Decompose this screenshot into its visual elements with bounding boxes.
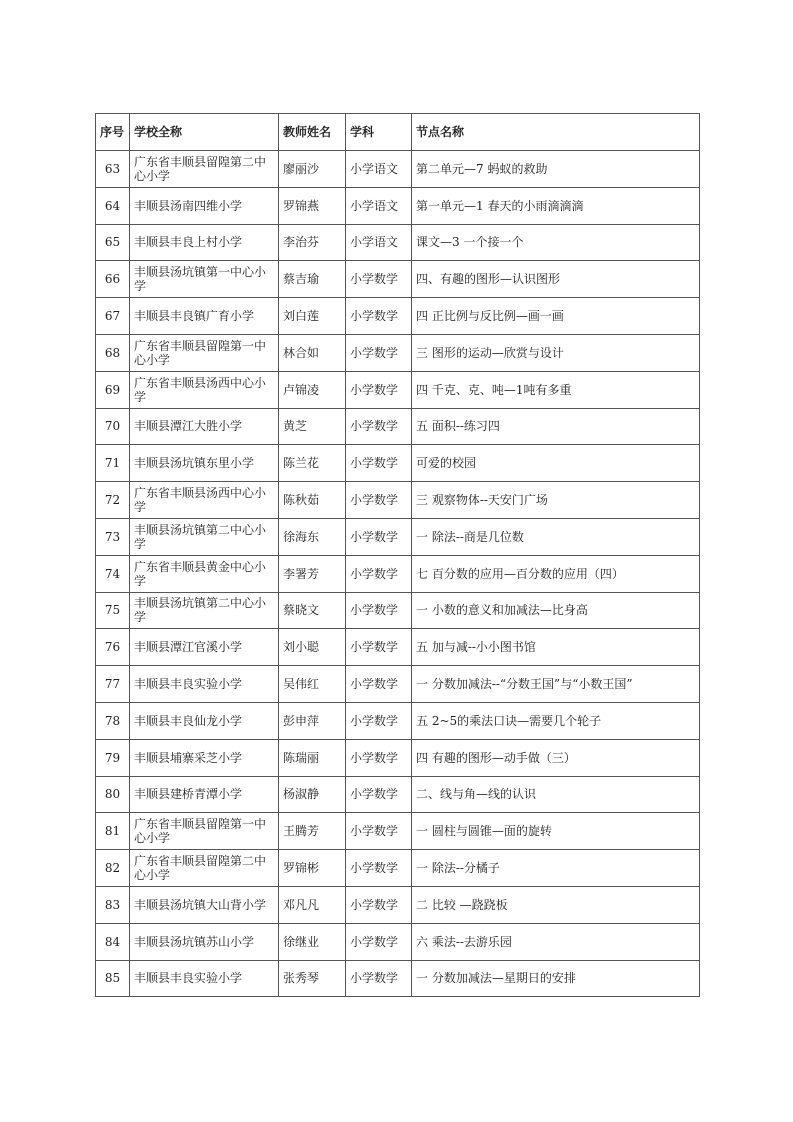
cell-teacher: 林合如 xyxy=(279,334,346,371)
cell-school: 丰顺县汤坑镇第二中心小学 xyxy=(130,518,279,555)
cell-teacher: 黄芝 xyxy=(279,408,346,445)
table-row xyxy=(96,482,700,519)
table-row xyxy=(96,298,700,335)
cell-teacher: 刘小聪 xyxy=(279,629,346,666)
table-row xyxy=(96,445,700,482)
cell-teacher: 廖丽沙 xyxy=(279,151,346,188)
cell-subject: 小学数学 xyxy=(346,923,412,960)
cell-index: 78 xyxy=(96,702,130,739)
cell-index: 76 xyxy=(96,629,130,666)
cell-subject: 小学数学 xyxy=(346,518,412,555)
cell-index: 63 xyxy=(96,151,130,188)
cell-index: 64 xyxy=(96,187,130,224)
cell-subject: 小学数学 xyxy=(346,702,412,739)
cell-subject: 小学数学 xyxy=(346,739,412,776)
cell-teacher: 罗锦燕 xyxy=(279,187,346,224)
cell-subject: 小学语文 xyxy=(346,187,412,224)
cell-school: 广东省丰顺县留隍第一中心小学 xyxy=(130,334,279,371)
cell-node: 六 乘法--去游乐园 xyxy=(412,923,700,960)
cell-node: 第二单元—7 蚂蚁的救助 xyxy=(412,151,700,188)
cell-school: 丰顺县汤坑镇东里小学 xyxy=(130,445,279,482)
cell-node: 四 千克、克、吨—1吨有多重 xyxy=(412,371,700,408)
cell-subject: 小学数学 xyxy=(346,334,412,371)
table-row xyxy=(96,886,700,923)
cell-index: 74 xyxy=(96,555,130,592)
table-row xyxy=(96,371,700,408)
cell-subject: 小学数学 xyxy=(346,482,412,519)
cell-index: 72 xyxy=(96,482,130,519)
cell-school: 广东省丰顺县留隍第二中心小学 xyxy=(130,850,279,887)
cell-teacher: 徐海东 xyxy=(279,518,346,555)
header-subject: 学科 xyxy=(346,114,412,151)
cell-node: 课文—3 一个接一个 xyxy=(412,224,700,261)
cell-subject: 小学语文 xyxy=(346,224,412,261)
cell-school: 丰顺县丰良上村小学 xyxy=(130,224,279,261)
cell-teacher: 彭申萍 xyxy=(279,702,346,739)
cell-teacher: 陈兰花 xyxy=(279,445,346,482)
cell-school: 丰顺县汤坑镇苏山小学 xyxy=(130,923,279,960)
table-row xyxy=(96,739,700,776)
cell-subject: 小学数学 xyxy=(346,445,412,482)
cell-school: 广东省丰顺县留隍第二中心小学 xyxy=(130,151,279,188)
cell-teacher: 杨淑静 xyxy=(279,776,346,813)
cell-teacher: 刘白莲 xyxy=(279,298,346,335)
cell-teacher: 陈秋茹 xyxy=(279,482,346,519)
header-index: 序号 xyxy=(96,114,130,151)
header-teacher: 教师姓名 xyxy=(279,114,346,151)
cell-index: 70 xyxy=(96,408,130,445)
table-row xyxy=(96,334,700,371)
cell-index: 85 xyxy=(96,960,130,997)
cell-index: 65 xyxy=(96,224,130,261)
cell-teacher: 徐继业 xyxy=(279,923,346,960)
cell-teacher: 张秀琴 xyxy=(279,960,346,997)
cell-index: 84 xyxy=(96,923,130,960)
cell-index: 83 xyxy=(96,886,130,923)
cell-subject: 小学数学 xyxy=(346,960,412,997)
cell-school: 丰顺县潭江官溪小学 xyxy=(130,629,279,666)
cell-teacher: 卢锦凌 xyxy=(279,371,346,408)
cell-teacher: 邓凡凡 xyxy=(279,886,346,923)
cell-school: 丰顺县丰良镇广育小学 xyxy=(130,298,279,335)
table-row xyxy=(96,592,700,629)
cell-school: 丰顺县埔寨采芝小学 xyxy=(130,739,279,776)
cell-teacher: 陈瑞丽 xyxy=(279,739,346,776)
cell-node: 一 除法--分橘子 xyxy=(412,850,700,887)
cell-subject: 小学数学 xyxy=(346,261,412,298)
cell-school: 广东省丰顺县汤西中心小学 xyxy=(130,371,279,408)
cell-node: 七 百分数的应用—百分数的应用（四） xyxy=(412,555,700,592)
cell-node: 四 正比例与反比例—画一画 xyxy=(412,298,700,335)
cell-school: 丰顺县汤坑镇第二中心小学 xyxy=(130,592,279,629)
cell-index: 69 xyxy=(96,371,130,408)
cell-index: 71 xyxy=(96,445,130,482)
cell-subject: 小学语文 xyxy=(346,151,412,188)
cell-teacher: 李署芳 xyxy=(279,555,346,592)
table-row xyxy=(96,261,700,298)
cell-node: 三 图形的运动—欣赏与设计 xyxy=(412,334,700,371)
cell-node: 五 面积--练习四 xyxy=(412,408,700,445)
cell-subject: 小学数学 xyxy=(346,371,412,408)
cell-teacher: 罗锦彬 xyxy=(279,850,346,887)
cell-index: 77 xyxy=(96,666,130,703)
table-row xyxy=(96,629,700,666)
cell-teacher: 吴伟红 xyxy=(279,666,346,703)
header-node: 节点名称 xyxy=(412,114,700,151)
cell-node: 可爱的校园 xyxy=(412,445,700,482)
table-row xyxy=(96,518,700,555)
cell-index: 67 xyxy=(96,298,130,335)
cell-subject: 小学数学 xyxy=(346,592,412,629)
teacher-table xyxy=(95,113,700,997)
cell-index: 68 xyxy=(96,334,130,371)
cell-index: 66 xyxy=(96,261,130,298)
table-row xyxy=(96,555,700,592)
cell-teacher: 蔡吉瑜 xyxy=(279,261,346,298)
cell-index: 79 xyxy=(96,739,130,776)
table-row xyxy=(96,923,700,960)
cell-node: 四 有趣的图形—动手做（三） xyxy=(412,739,700,776)
cell-school: 丰顺县丰良仙龙小学 xyxy=(130,702,279,739)
cell-index: 82 xyxy=(96,850,130,887)
cell-subject: 小学数学 xyxy=(346,813,412,850)
cell-node: 一 分数加减法--“分数王国”与“小数王国” xyxy=(412,666,700,703)
cell-node: 二、线与角—线的认识 xyxy=(412,776,700,813)
cell-school: 丰顺县丰良实验小学 xyxy=(130,960,279,997)
cell-index: 80 xyxy=(96,776,130,813)
cell-node: 三 观察物体--天安门广场 xyxy=(412,482,700,519)
table-body xyxy=(96,151,700,997)
cell-school: 丰顺县汤坑镇大山背小学 xyxy=(130,886,279,923)
table-row xyxy=(96,813,700,850)
table-row xyxy=(96,960,700,997)
cell-school: 广东省丰顺县黄金中心小学 xyxy=(130,555,279,592)
cell-school: 广东省丰顺县留隍第一中心小学 xyxy=(130,813,279,850)
table-row xyxy=(96,666,700,703)
cell-teacher: 蔡晓文 xyxy=(279,592,346,629)
cell-subject: 小学数学 xyxy=(346,298,412,335)
header-school: 学校全称 xyxy=(130,114,279,151)
table-row xyxy=(96,224,700,261)
cell-teacher: 王腾芳 xyxy=(279,813,346,850)
cell-node: 五 加与减--小小图书馆 xyxy=(412,629,700,666)
cell-school: 丰顺县潭江大胜小学 xyxy=(130,408,279,445)
cell-index: 81 xyxy=(96,813,130,850)
table-row xyxy=(96,408,700,445)
cell-teacher: 李治芬 xyxy=(279,224,346,261)
cell-subject: 小学数学 xyxy=(346,408,412,445)
cell-index: 73 xyxy=(96,518,130,555)
cell-subject: 小学数学 xyxy=(346,776,412,813)
cell-node: 四、有趣的图形—认识图形 xyxy=(412,261,700,298)
cell-subject: 小学数学 xyxy=(346,886,412,923)
cell-node: 一 分数加减法—星期日的安排 xyxy=(412,960,700,997)
table-row xyxy=(96,850,700,887)
table-row xyxy=(96,151,700,188)
cell-node: 一 小数的意义和加减法—比身高 xyxy=(412,592,700,629)
cell-node: 第一单元—1 春天的小雨滴滴滴 xyxy=(412,187,700,224)
cell-subject: 小学数学 xyxy=(346,629,412,666)
table-header-row xyxy=(96,114,700,151)
cell-node: 五 2~5的乘法口诀—需要几个轮子 xyxy=(412,702,700,739)
cell-node: 二 比较 —跷跷板 xyxy=(412,886,700,923)
cell-school: 丰顺县建桥青潭小学 xyxy=(130,776,279,813)
cell-school: 丰顺县丰良实验小学 xyxy=(130,666,279,703)
cell-index: 75 xyxy=(96,592,130,629)
cell-school: 广东省丰顺县汤西中心小学 xyxy=(130,482,279,519)
table-row xyxy=(96,776,700,813)
cell-subject: 小学数学 xyxy=(346,555,412,592)
cell-node: 一 圆柱与圆锥—面的旋转 xyxy=(412,813,700,850)
cell-school: 丰顺县汤南四维小学 xyxy=(130,187,279,224)
cell-subject: 小学数学 xyxy=(346,850,412,887)
cell-school: 丰顺县汤坑镇第一中心小学 xyxy=(130,261,279,298)
table-row xyxy=(96,702,700,739)
cell-node: 一 除法--商是几位数 xyxy=(412,518,700,555)
cell-subject: 小学数学 xyxy=(346,666,412,703)
table-row xyxy=(96,187,700,224)
